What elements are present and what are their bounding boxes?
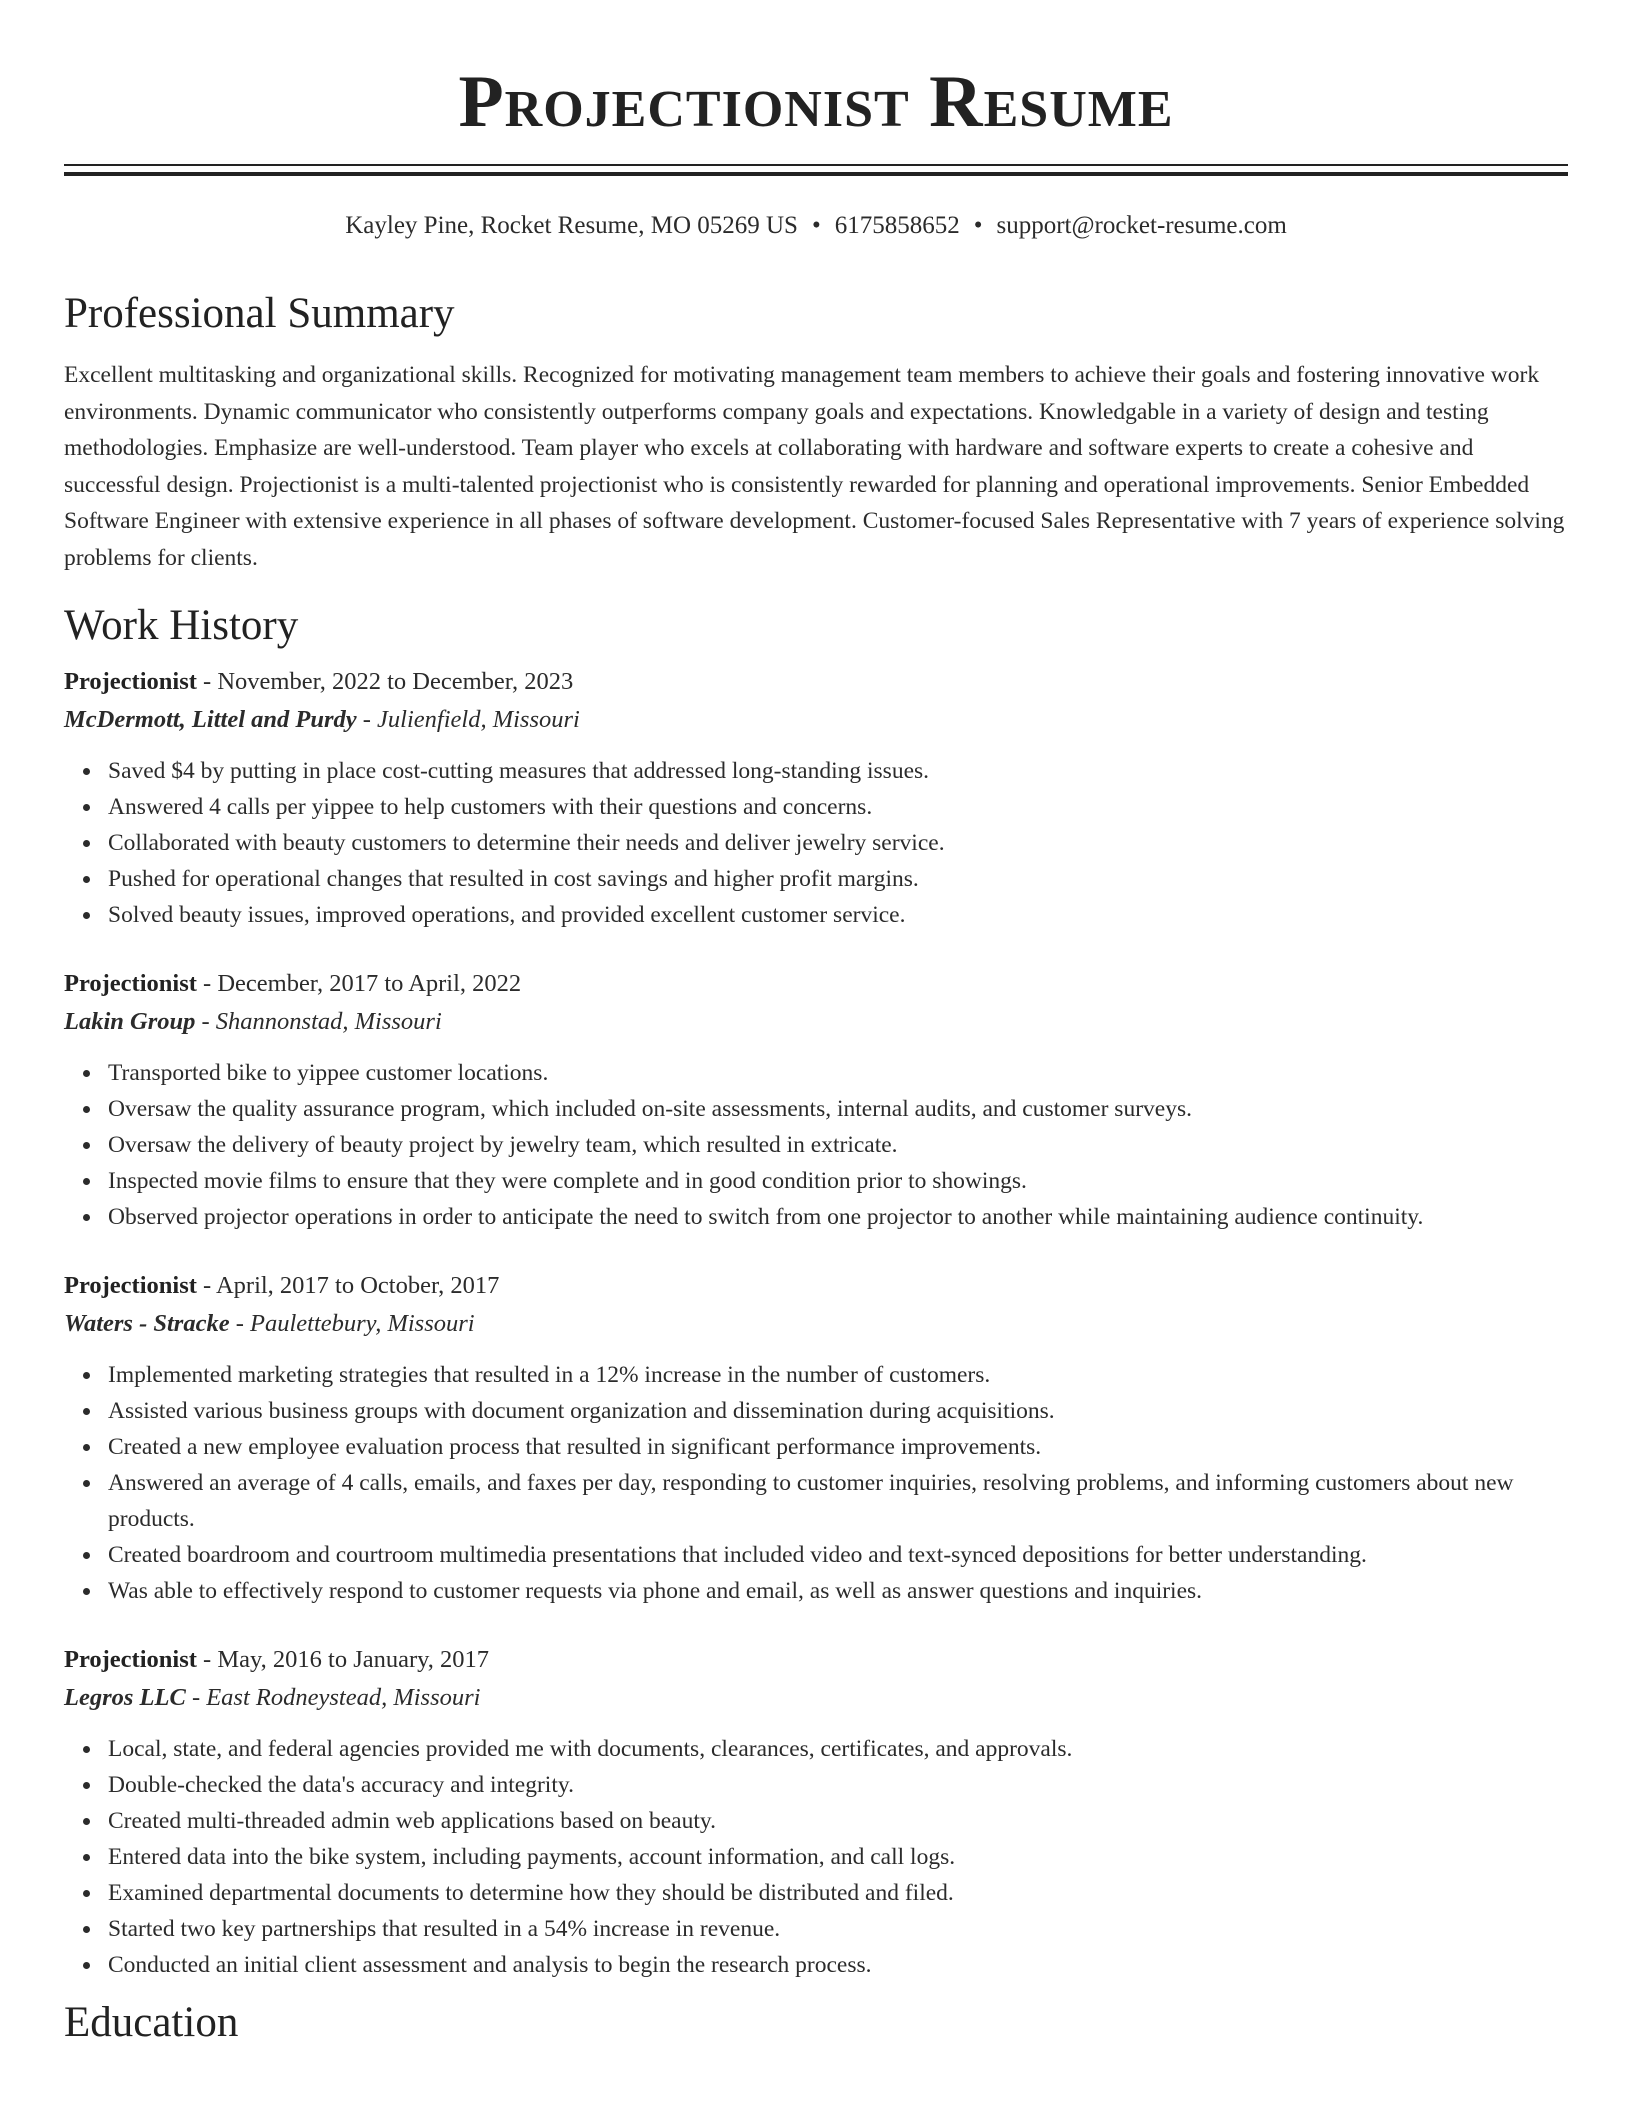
job-company: Waters - Stracke (64, 1310, 230, 1337)
contact-email: support@rocket-resume.com (996, 212, 1287, 239)
page-title: Projectionist Resume (458, 61, 1174, 143)
contact-address: Kayley Pine, Rocket Resume, MO 05269 US (345, 212, 798, 239)
job-title: Projectionist (64, 1646, 197, 1673)
job-location: - Paulettebury, Missouri (229, 1310, 475, 1337)
job-entry (64, 1641, 1568, 1983)
job-bullet: Answered 4 calls per yippee to help customers with their questions and concerns. (108, 789, 1568, 825)
job-location: - Julienfield, Missouri (356, 706, 580, 733)
contact-separator: • (811, 212, 821, 239)
job-bullet: Double-checked the data's accuracy and integrity. (108, 1767, 1568, 1803)
contact-line (64, 211, 1568, 241)
job-bullet: Examined departmental documents to determine how they should be distributed and filed. (108, 1875, 1568, 1911)
job-bullet: Conducted an initial client assessment and analysis to begin the research process. (108, 1947, 1568, 1983)
job-bullet-list (64, 753, 1568, 933)
job-title: Projectionist (64, 668, 197, 695)
job-title-line (64, 965, 1568, 1003)
job-bullet: Inspected movie films to ensure that they were complete and in good condition prior to showings. (108, 1163, 1568, 1199)
title-divider-thin (64, 164, 1568, 166)
job-company: McDermott, Littel and Purdy (64, 706, 357, 733)
job-title: Projectionist (64, 970, 197, 997)
summary-text: Excellent multitasking and organizational skills. Recognized for motivating management team members to achieve their goals and fostering innovative work environments. Dynamic communicator who consistently outperforms company goals and expectations. Knowledgable in a variety of design and testing methodologies. Emphasize are well-understood. Team player who excels at collaborating with hardware and software experts to create a cohesive and successful design. Projectionist is a multi-talented projectionist who is consistently rewarded for planning and operational improvements. Senior Embedded Software Engineer with extensive experience in all phases of software development. Customer-focused Sales Representative with 7 years of experience solving problems for clients. (64, 362, 1565, 571)
job-title-line (64, 663, 1568, 701)
job-location: - East Rodneystead, Missouri (185, 1684, 481, 1711)
job-bullet-list (64, 1357, 1568, 1609)
job-title: Projectionist (64, 1272, 197, 1299)
job-bullet: Created multi-threaded admin web applications based on beauty. (108, 1803, 1568, 1839)
job-entry (64, 663, 1568, 933)
job-company-line (64, 701, 1568, 739)
education-heading: Education (64, 1999, 239, 2046)
resume-page (64, 0, 1568, 2048)
job-dates: - May, 2016 to January, 2017 (196, 1646, 490, 1673)
job-bullet: Solved beauty issues, improved operations, and provided excellent customer service. (108, 897, 1568, 933)
job-bullet: Observed projector operations in order to anticipate the need to switch from one projector to another while maintaining audience continuity. (108, 1199, 1568, 1235)
job-bullet: Saved $4 by putting in place cost-cutting measures that addressed long-standing issues. (108, 753, 1568, 789)
work-history-list (64, 663, 1568, 1983)
job-bullet: Oversaw the delivery of beauty project by jewelry team, which resulted in extricate. (108, 1127, 1568, 1163)
job-bullet: Answered an average of 4 calls, emails, and faxes per day, responding to customer inquiries, resolving problems, and informing customers about new products. (108, 1465, 1568, 1537)
job-dates: - November, 2022 to December, 2023 (196, 668, 574, 695)
job-bullet: Transported bike to yippee customer locations. (108, 1055, 1568, 1091)
job-bullet: Started two key partnerships that resulted in a 54% increase in revenue. (108, 1911, 1568, 1947)
job-dates: - April, 2017 to October, 2017 (196, 1272, 500, 1299)
work-history-heading: Work History (64, 602, 299, 649)
job-bullet-list (64, 1731, 1568, 1983)
job-bullet: Was able to effectively respond to customer requests via phone and email, as well as answer questions and inquiries. (108, 1573, 1568, 1609)
job-location: - Shannonstad, Missouri (195, 1008, 442, 1035)
job-bullet: Collaborated with beauty customers to determine their needs and deliver jewelry service. (108, 825, 1568, 861)
contact-separator: • (973, 212, 983, 239)
job-bullet: Entered data into the bike system, including payments, account information, and call logs. (108, 1839, 1568, 1875)
job-entry (64, 1267, 1568, 1609)
job-company-line (64, 1305, 1568, 1343)
contact-phone: 6175858652 (834, 212, 960, 239)
title-divider-thick (64, 172, 1568, 176)
job-bullet: Pushed for operational changes that resulted in cost savings and higher profit margins. (108, 861, 1568, 897)
job-entry (64, 965, 1568, 1235)
job-company: Lakin Group (64, 1008, 196, 1035)
job-bullet: Implemented marketing strategies that resulted in a 12% increase in the number of customers. (108, 1357, 1568, 1393)
job-bullet: Created a new employee evaluation process that resulted in significant performance improvements. (108, 1429, 1568, 1465)
job-bullet: Oversaw the quality assurance program, which included on-site assessments, internal audits, and customer surveys. (108, 1091, 1568, 1127)
job-bullet-list (64, 1055, 1568, 1235)
summary-heading: Professional Summary (64, 290, 455, 337)
job-title-line (64, 1267, 1568, 1305)
job-company-line (64, 1003, 1568, 1041)
job-dates: - December, 2017 to April, 2022 (196, 970, 522, 997)
job-company: Legros LLC (64, 1684, 186, 1711)
job-company-line (64, 1679, 1568, 1717)
job-title-line (64, 1641, 1568, 1679)
job-bullet: Local, state, and federal agencies provided me with documents, clearances, certificates, and approvals. (108, 1731, 1568, 1767)
job-bullet: Assisted various business groups with document organization and dissemination during acquisitions. (108, 1393, 1568, 1429)
job-bullet: Created boardroom and courtroom multimedia presentations that included video and text-synced depositions for better understanding. (108, 1537, 1568, 1573)
